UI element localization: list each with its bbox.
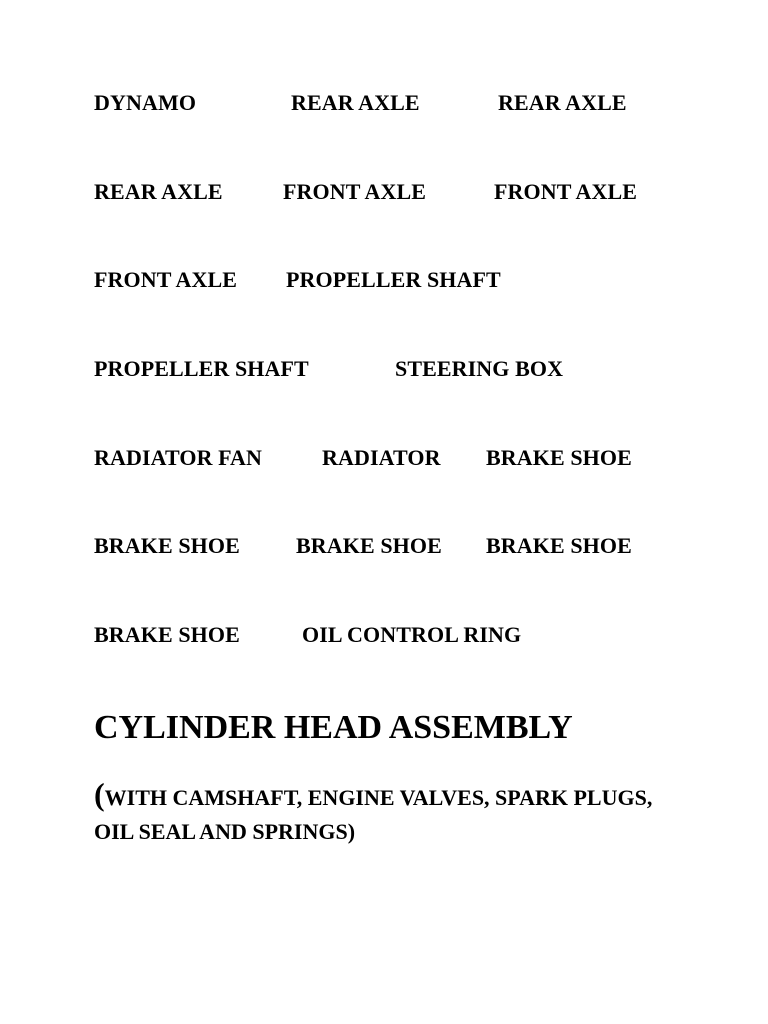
- part-label: FRONT AXLE: [94, 267, 238, 292]
- part-label: BRAKE SHOE: [94, 622, 240, 647]
- section-heading: CYLINDER HEAD ASSEMBLY: [94, 709, 573, 746]
- part-label: FRONT AXLE: [494, 179, 638, 204]
- part-label: DYNAMO: [94, 90, 197, 115]
- part-label: PROPELLER SHAFT: [94, 356, 309, 381]
- part-label: BRAKE SHOE: [486, 445, 632, 470]
- section-subheading: [94, 777, 694, 849]
- subheading-text: WITH CAMSHAFT, ENGINE VALVES, SPARK PLUGS, OIL SEAL AND SPRINGS: [94, 785, 653, 844]
- part-label: REAR AXLE: [291, 90, 420, 115]
- part-label: REAR AXLE: [498, 90, 627, 115]
- part-label: BRAKE SHOE: [486, 533, 632, 558]
- part-label: FRONT AXLE: [283, 179, 427, 204]
- part-label: RADIATOR FAN: [94, 445, 263, 470]
- part-label: STEERING BOX: [395, 356, 564, 381]
- open-paren: (: [94, 776, 105, 812]
- part-label: OIL CONTROL RING: [302, 622, 522, 647]
- close-paren: ): [347, 819, 356, 844]
- part-label: REAR AXLE: [94, 179, 223, 204]
- part-label: PROPELLER SHAFT: [286, 267, 501, 292]
- part-label: BRAKE SHOE: [296, 533, 442, 558]
- part-label: BRAKE SHOE: [94, 533, 240, 558]
- part-label: RADIATOR: [322, 445, 441, 470]
